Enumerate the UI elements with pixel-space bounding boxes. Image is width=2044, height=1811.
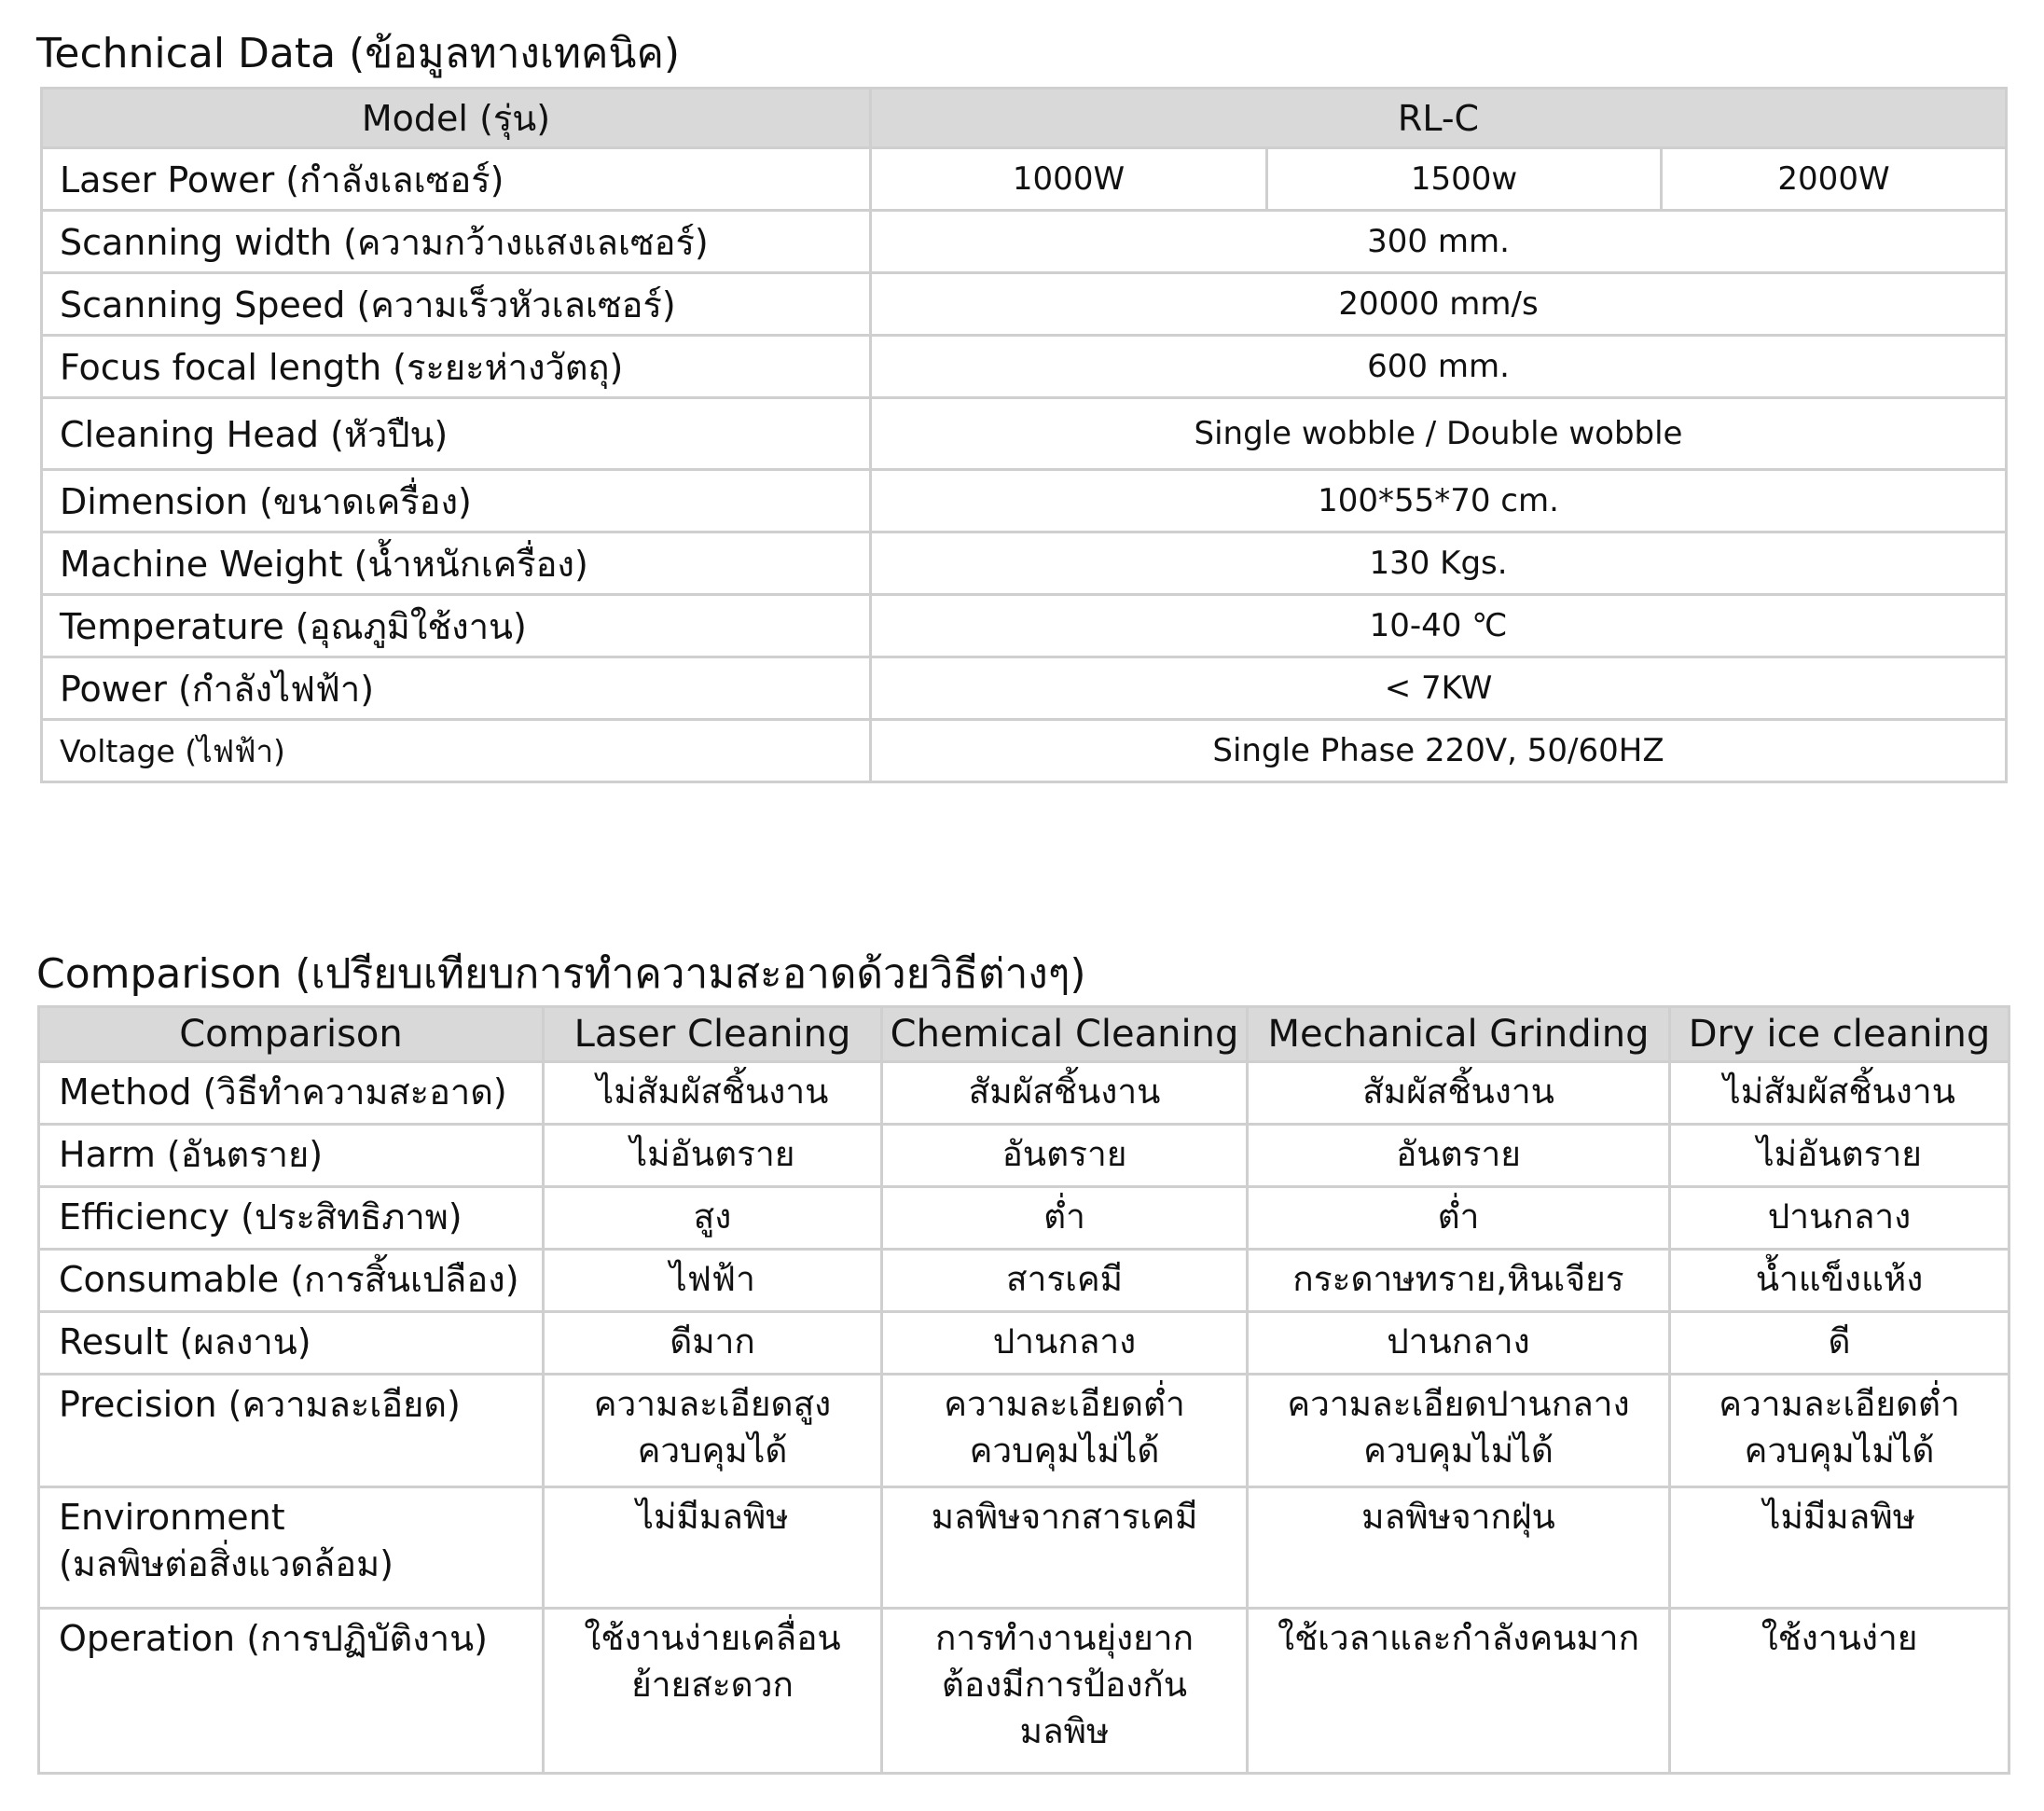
table-cell: สูง (544, 1187, 882, 1250)
row-label: Temperature (อุณภูมิใช้งาน) (42, 595, 871, 657)
row-label: Scanning Speed (ความเร็วหัวเลเซอร์) (42, 273, 871, 336)
table-cell: ใช้งานง่าย (1670, 1609, 2009, 1774)
row-label: Focus focal length (ระยะห่างวัตถุ) (42, 336, 871, 398)
table-cell: การทำงานยุ่งยาก ต้องมีการป้องกัน มลพิษ (882, 1609, 1248, 1774)
comparison-table (37, 1005, 2010, 1775)
table-cell: ไฟฟ้า (544, 1250, 882, 1312)
row-value: Single Phase 220V, 50/60HZ (871, 720, 2007, 782)
model-label: Model (รุ่น) (42, 89, 871, 148)
column-header: Chemical Cleaning (882, 1007, 1248, 1062)
table-cell: ความละเอียดต่ำ ควบคุมไม่ได้ (882, 1375, 1248, 1487)
column-header: Mechanical Grinding (1248, 1007, 1670, 1062)
table-row (42, 336, 2007, 398)
table-cell: ดี (1670, 1312, 2009, 1375)
table-cell: ปานกลาง (882, 1312, 1248, 1375)
table-row (39, 1062, 2009, 1125)
row-value: 10-40 ℃ (871, 595, 2007, 657)
table-cell: ดีมาก (544, 1312, 882, 1375)
table-row (39, 1375, 2009, 1487)
row-label: Power (กำลังไฟฟ้า) (42, 657, 871, 720)
table-cell: ใช้เวลาและกำลังคนมาก (1248, 1609, 1670, 1774)
table-cell: ความละเอียดต่ำ ควบคุมไม่ได้ (1670, 1375, 2009, 1487)
row-value: 300 mm. (871, 211, 2007, 273)
table-header-row (42, 89, 2007, 148)
table-row (42, 273, 2007, 336)
row-label: Dimension (ขนาดเครื่อง) (42, 470, 871, 532)
row-label: Cleaning Head (หัวปืน) (42, 398, 871, 470)
row-value: 100*55*70 cm. (871, 470, 2007, 532)
table-cell: ไม่อันตราย (544, 1125, 882, 1187)
table-cell: สัมผัสชิ้นงาน (882, 1062, 1248, 1125)
table-row (42, 470, 2007, 532)
table-cell: ต่ำ (1248, 1187, 1670, 1250)
technical-data-table (40, 87, 2008, 783)
table-cell: อันตราย (882, 1125, 1248, 1187)
laser-power-value: 1500w (1267, 148, 1662, 211)
table-row (42, 532, 2007, 595)
row-label: Voltage (ไฟฟ้า) (42, 720, 871, 782)
table-cell: น้ำแข็งแห้ง (1670, 1250, 2009, 1312)
laser-power-value: 2000W (1662, 148, 2007, 211)
laser-power-value: 1000W (871, 148, 1267, 211)
row-value: 130 Kgs. (871, 532, 2007, 595)
table-row (42, 211, 2007, 273)
row-label: Harm (อันตราย) (39, 1125, 544, 1187)
table-cell: สัมผัสชิ้นงาน (1248, 1062, 1670, 1125)
table-cell: ปานกลาง (1670, 1187, 2009, 1250)
table-cell: สารเคมี (882, 1250, 1248, 1312)
row-label: Operation (การปฏิบัติงาน) (39, 1609, 544, 1774)
table-cell: ความละเอียดปานกลาง ควบคุมไม่ได้ (1248, 1375, 1670, 1487)
table-cell: ความละเอียดสูง ควบคุมได้ (544, 1375, 882, 1487)
table-cell: ไม่สัมผัสชิ้นงาน (1670, 1062, 2009, 1125)
row-label: Method (วิธีทำความสะอาด) (39, 1062, 544, 1125)
table-row (42, 398, 2007, 470)
table-cell: ปานกลาง (1248, 1312, 1670, 1375)
column-header: Laser Cleaning (544, 1007, 882, 1062)
table-cell: ไม่สัมผัสชิ้นงาน (544, 1062, 882, 1125)
table-row (42, 720, 2007, 782)
column-header: Comparison (39, 1007, 544, 1062)
row-value: 600 mm. (871, 336, 2007, 398)
table-row (39, 1487, 2009, 1609)
table-header-row (39, 1007, 2009, 1062)
row-label: Environment (มลพิษต่อสิ่งแวดล้อม) (39, 1487, 544, 1609)
table-cell: ไม่มีมลพิษ (1670, 1487, 2009, 1609)
comparison-title: Comparison (เปรียบเทียบการทำความสะอาดด้วยวิธีต่างๆ) (36, 950, 1086, 998)
table-row (39, 1609, 2009, 1774)
row-label: Scanning width (ความกว้างแสงเลเซอร์) (42, 211, 871, 273)
table-cell: ไม่มีมลพิษ (544, 1487, 882, 1609)
row-label: Precision (ความละเอียด) (39, 1375, 544, 1487)
table-row (39, 1187, 2009, 1250)
laser-power-label: Laser Power (กำลังเลเซอร์) (42, 148, 871, 211)
table-cell: ต่ำ (882, 1187, 1248, 1250)
table-row (39, 1312, 2009, 1375)
table-row (39, 1125, 2009, 1187)
column-header: Dry ice cleaning (1670, 1007, 2009, 1062)
row-label: Machine Weight (น้ำหนักเครื่อง) (42, 532, 871, 595)
table-cell: มลพิษจากสารเคมี (882, 1487, 1248, 1609)
technical-data-title: Technical Data (ข้อมูลทางเทคนิค) (36, 30, 681, 77)
row-value: 20000 mm/s (871, 273, 2007, 336)
table-cell: กระดาษทราย,หินเจียร (1248, 1250, 1670, 1312)
table-row (39, 1250, 2009, 1312)
row-label: Efficiency (ประสิทธิภาพ) (39, 1187, 544, 1250)
table-row (42, 657, 2007, 720)
table-row (42, 148, 2007, 211)
table-cell: อันตราย (1248, 1125, 1670, 1187)
table-cell: ไม่อันตราย (1670, 1125, 2009, 1187)
model-value: RL-C (871, 89, 2007, 148)
table-cell: มลพิษจากฝุ่น (1248, 1487, 1670, 1609)
row-value: < 7KW (871, 657, 2007, 720)
table-cell: ใช้งานง่ายเคลื่อน ย้ายสะดวก (544, 1609, 882, 1774)
table-row (42, 595, 2007, 657)
row-value: Single wobble / Double wobble (871, 398, 2007, 470)
row-label: Consumable (การสิ้นเปลือง) (39, 1250, 544, 1312)
row-label: Result (ผลงาน) (39, 1312, 544, 1375)
